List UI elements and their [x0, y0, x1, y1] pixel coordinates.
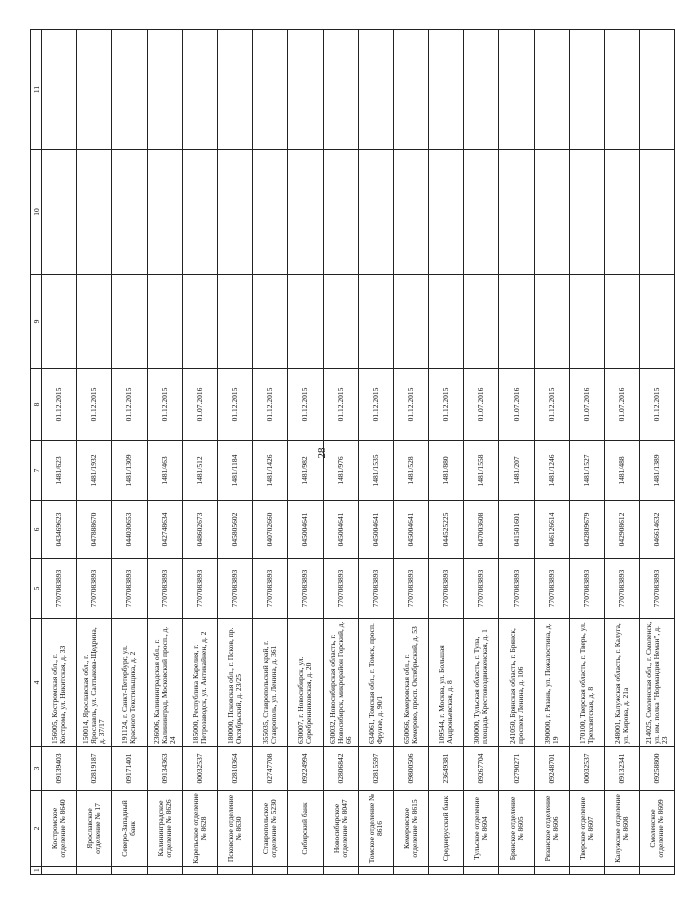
address-cell: 191124, г. Санкт-Петербург, ул. Красного Текстильщика, д. 2: [112, 619, 147, 747]
table-row: [499, 30, 534, 875]
branch-name-cell: Томское отделение № 8616: [358, 791, 393, 867]
bik-cell: 042908612: [605, 501, 640, 559]
table-row: [182, 30, 217, 875]
address-cell: 241050, Брянская область, г. Брянск, проспект Ленина, д. 106: [499, 619, 534, 747]
empty-cell: [288, 275, 323, 369]
empty-cell: [640, 30, 675, 150]
date-cell: 01.12.2015: [393, 369, 428, 441]
table-row: [534, 30, 569, 875]
address-cell: 300000, Тульская область, г. Тула, площадь Крестовоздвиженская, д. 1: [464, 619, 499, 747]
code-cell: 09132341: [605, 747, 640, 791]
empty-cell: [253, 150, 288, 275]
branch-name-cell: Кемеровское отделение № 8615: [393, 791, 428, 867]
branch-name-cell: Брянское отделение № 8605: [499, 791, 534, 867]
reg-number-cell: 1481/1535: [358, 441, 393, 501]
blank-cell: [253, 867, 288, 875]
empty-cell: [288, 30, 323, 150]
branch-name-cell: Псковское отделение № 8630: [217, 791, 252, 867]
blank-cell: [429, 867, 464, 875]
table-row: [605, 30, 640, 875]
address-cell: 170100, Тверская область, г. Тверь, ул. Трехсвятская, д. 8: [569, 619, 604, 747]
branch-name-cell: Калининградское отделение № 8626: [147, 791, 182, 867]
blank-cell: [112, 867, 147, 875]
date-cell: 01.12.2015: [217, 369, 252, 441]
address-cell: 156005, Костромская обл., г. Кострома, ул. Никитская, д. 33: [42, 619, 77, 747]
bik-cell: 048602673: [182, 501, 217, 559]
bik-cell: 045004641: [323, 501, 358, 559]
empty-cell: [605, 30, 640, 150]
empty-cell: [112, 275, 147, 369]
inn-cell: 7707083893: [288, 559, 323, 619]
table-row: [393, 30, 428, 875]
code-cell: 09267704: [464, 747, 499, 791]
address-cell: 236006, Калининградская обл., г. Калининград, Московский просп., д. 24: [147, 619, 182, 747]
table-row: [288, 30, 323, 875]
page-number: 28: [316, 447, 328, 459]
registry-table: [30, 29, 675, 875]
blank-cell: [323, 867, 358, 875]
inn-cell: 7707083893: [464, 559, 499, 619]
empty-cell: [499, 150, 534, 275]
empty-cell: [358, 275, 393, 369]
table-row: [323, 30, 358, 875]
blank-cell: [182, 867, 217, 875]
table-row: [429, 30, 464, 875]
branch-name-cell: Костромское отделение № 8640: [42, 791, 77, 867]
empty-cell: [182, 150, 217, 275]
code-cell: 02810364: [217, 747, 252, 791]
address-cell: 185000, Республика Карелия, г. Петрозаводск, ул. Антикайнен, д. 2: [182, 619, 217, 747]
address-cell: 355035, Ставропольский край, г. Ставрополь, ул. Ленина, д. 361: [253, 619, 288, 747]
inn-cell: 7707083893: [217, 559, 252, 619]
address-cell: 630032, Новосибирская область, г. Новосибирск, микрорайон Горский, д. 66: [323, 619, 358, 747]
date-cell: 01.12.2015: [253, 369, 288, 441]
reg-number-cell: 1481/528: [393, 441, 428, 501]
blank-cell: [499, 867, 534, 875]
column-number: 6: [31, 501, 42, 559]
column-number: 11: [31, 30, 42, 150]
reg-number-cell: 1481/488: [605, 441, 640, 501]
code-cell: 23649381: [429, 747, 464, 791]
table-row: [640, 30, 675, 875]
reg-number-cell: 1481/207: [499, 441, 534, 501]
empty-cell: [640, 150, 675, 275]
code-cell: 02815597: [358, 747, 393, 791]
date-cell: 01.12.2015: [323, 369, 358, 441]
rotated-table-wrapper: [30, 30, 670, 875]
blank-cell: [217, 867, 252, 875]
table-row: [464, 30, 499, 875]
bik-cell: 047888670: [77, 501, 112, 559]
blank-cell: [640, 867, 675, 875]
table-row: [217, 30, 252, 875]
bik-cell: 042748634: [147, 501, 182, 559]
bik-cell: 046126614: [534, 501, 569, 559]
empty-cell: [217, 30, 252, 150]
code-cell: 09800506: [393, 747, 428, 791]
inn-cell: 7707083893: [393, 559, 428, 619]
empty-cell: [393, 275, 428, 369]
address-cell: 390000, г. Рязань, ул. Пожалостина, д. 19: [534, 619, 569, 747]
date-cell: 01.12.2015: [77, 369, 112, 441]
empty-cell: [393, 150, 428, 275]
date-cell: 01.12.2015: [640, 369, 675, 441]
branch-name-cell: Сибирский банк: [288, 791, 323, 867]
code-cell: 02747708: [253, 747, 288, 791]
inn-cell: 7707083893: [358, 559, 393, 619]
address-cell: 214025, Смоленская обл., г. Смоленск, ул. им. полка "Нормандия Неман", д. 23: [640, 619, 675, 747]
inn-cell: 7707083893: [182, 559, 217, 619]
column-number: 1: [31, 867, 42, 875]
bik-cell: 047003608: [464, 501, 499, 559]
date-cell: 01.07.2016: [499, 369, 534, 441]
empty-cell: [182, 275, 217, 369]
date-cell: 01.12.2015: [534, 369, 569, 441]
code-cell: 00032537: [569, 747, 604, 791]
blank-cell: [569, 867, 604, 875]
bik-cell: 045004641: [288, 501, 323, 559]
reg-number-cell: 1481/512: [182, 441, 217, 501]
branch-name-cell: Ярославское отделение № 17: [77, 791, 112, 867]
reg-number-cell: 1481/1426: [253, 441, 288, 501]
code-cell: 02819187: [77, 747, 112, 791]
address-cell: 109544, г. Москва, ул. Большая Андроньевская, д. 8: [429, 619, 464, 747]
reg-number-cell: 1481/623: [42, 441, 77, 501]
table-row: [569, 30, 604, 875]
inn-cell: 7707083893: [112, 559, 147, 619]
empty-cell: [499, 275, 534, 369]
bik-cell: 045004641: [358, 501, 393, 559]
blank-cell: [393, 867, 428, 875]
bik-cell: 046614632: [640, 501, 675, 559]
empty-cell: [77, 150, 112, 275]
table-row: [77, 30, 112, 875]
reg-number-cell: 1481/1558: [464, 441, 499, 501]
address-cell: 180000, Псковская обл., г. Псков, пр. Октябрьский, д. 23/25: [217, 619, 252, 747]
empty-cell: [217, 275, 252, 369]
inn-cell: 7707083893: [640, 559, 675, 619]
date-cell: 01.12.2015: [429, 369, 464, 441]
branch-name-cell: Рязанское отделение № 8606: [534, 791, 569, 867]
empty-cell: [534, 150, 569, 275]
reg-number-cell: 1481/982: [288, 441, 323, 501]
empty-cell: [77, 30, 112, 150]
branch-name-cell: Северо-Западный банк: [112, 791, 147, 867]
code-cell: 09224994: [288, 747, 323, 791]
blank-cell: [288, 867, 323, 875]
code-cell: 09134363: [147, 747, 182, 791]
code-cell: 09139403: [42, 747, 77, 791]
empty-cell: [393, 30, 428, 150]
table-row: [358, 30, 393, 875]
empty-cell: [499, 30, 534, 150]
empty-cell: [42, 30, 77, 150]
empty-cell: [569, 275, 604, 369]
empty-cell: [323, 275, 358, 369]
code-cell: 02790271: [499, 747, 534, 791]
empty-cell: [147, 275, 182, 369]
column-number: 10: [31, 150, 42, 275]
address-cell: 248001, Калужская область, г. Калуга, ул. Кирова, д. 21а: [605, 619, 640, 747]
empty-cell: [429, 275, 464, 369]
code-cell: 09248701: [534, 747, 569, 791]
empty-cell: [605, 150, 640, 275]
code-cell: 09171401: [112, 747, 147, 791]
address-cell: 650066, Кемеровская обл., г. Кемерово, просп. Октябрьский, д. 53: [393, 619, 428, 747]
table-row: [42, 30, 77, 875]
branch-name-cell: Ставропольское отделение № 5230: [253, 791, 288, 867]
bik-cell: 045004641: [393, 501, 428, 559]
date-cell: 01.07.2016: [569, 369, 604, 441]
empty-cell: [217, 150, 252, 275]
empty-cell: [605, 275, 640, 369]
inn-cell: 7707083893: [42, 559, 77, 619]
bik-cell: 044525225: [429, 501, 464, 559]
empty-cell: [323, 30, 358, 150]
inn-cell: 7707083893: [147, 559, 182, 619]
date-cell: 01.12.2015: [288, 369, 323, 441]
column-number: 8: [31, 369, 42, 441]
date-cell: 01.12.2015: [358, 369, 393, 441]
blank-cell: [147, 867, 182, 875]
column-number: 7: [31, 441, 42, 501]
reg-number-cell: 1481/1932: [77, 441, 112, 501]
branch-name-cell: Карельское отделение № 8628: [182, 791, 217, 867]
inn-cell: 7707083893: [499, 559, 534, 619]
date-cell: 01.12.2015: [112, 369, 147, 441]
empty-cell: [42, 275, 77, 369]
bik-cell: 042809679: [569, 501, 604, 559]
empty-cell: [358, 30, 393, 150]
empty-cell: [464, 150, 499, 275]
bik-cell: 041501601: [499, 501, 534, 559]
address-cell: 630007, г. Новосибирск, ул. Серебренниковская, д. 20: [288, 619, 323, 747]
empty-cell: [569, 150, 604, 275]
inn-cell: 7707083893: [569, 559, 604, 619]
blank-cell: [42, 867, 77, 875]
empty-cell: [112, 30, 147, 150]
date-cell: 01.07.2016: [182, 369, 217, 441]
empty-cell: [534, 30, 569, 150]
branch-name-cell: Тверское отделение № 8607: [569, 791, 604, 867]
code-cell: 09258800: [640, 747, 675, 791]
bik-cell: 045805602: [217, 501, 252, 559]
empty-cell: [640, 275, 675, 369]
inn-cell: 7707083893: [429, 559, 464, 619]
code-cell: 02806842: [323, 747, 358, 791]
empty-cell: [253, 30, 288, 150]
address-cell: 634061, Томская обл., г. Томск, просп. Фрунзе, д. 90/1: [358, 619, 393, 747]
empty-cell: [77, 275, 112, 369]
inn-cell: 7707083893: [605, 559, 640, 619]
empty-cell: [464, 275, 499, 369]
column-number: 9: [31, 275, 42, 369]
branch-name-cell: Тульское отделение № 8604: [464, 791, 499, 867]
branch-name-cell: Среднерусский банк: [429, 791, 464, 867]
column-number-row: [31, 30, 42, 875]
empty-cell: [42, 150, 77, 275]
branch-name-cell: Калужское отделение № 8608: [605, 791, 640, 867]
date-cell: 01.07.2016: [605, 369, 640, 441]
date-cell: 01.12.2015: [42, 369, 77, 441]
empty-cell: [147, 150, 182, 275]
branch-name-cell: Новосибирское отделение № 8047: [323, 791, 358, 867]
empty-cell: [429, 150, 464, 275]
inn-cell: 7707083893: [534, 559, 569, 619]
reg-number-cell: 1481/976: [323, 441, 358, 501]
empty-cell: [112, 150, 147, 275]
inn-cell: 7707083893: [253, 559, 288, 619]
date-cell: 01.07.2016: [464, 369, 499, 441]
column-number: 5: [31, 559, 42, 619]
column-number: 4: [31, 619, 42, 747]
bik-cell: 043469623: [42, 501, 77, 559]
inn-cell: 7707083893: [323, 559, 358, 619]
blank-cell: [605, 867, 640, 875]
empty-cell: [182, 30, 217, 150]
reg-number-cell: 1481/880: [429, 441, 464, 501]
code-cell: 00032537: [182, 747, 217, 791]
branch-name-cell: Смоленское отделение № 8609: [640, 791, 675, 867]
blank-cell: [534, 867, 569, 875]
column-number: 2: [31, 791, 42, 867]
date-cell: 01.12.2015: [147, 369, 182, 441]
reg-number-cell: 1481/1246: [534, 441, 569, 501]
reg-number-cell: 1481/1184: [217, 441, 252, 501]
table-row: [112, 30, 147, 875]
empty-cell: [464, 30, 499, 150]
table-row: [147, 30, 182, 875]
reg-number-cell: 1481/1527: [569, 441, 604, 501]
blank-cell: [358, 867, 393, 875]
address-cell: 150014, Ярославская обл., г. Ярославль, ул. Салтыкова-Щедрина, д. 37/17: [77, 619, 112, 747]
empty-cell: [534, 275, 569, 369]
column-number: 3: [31, 747, 42, 791]
blank-cell: [77, 867, 112, 875]
table-row: [253, 30, 288, 875]
empty-cell: [147, 30, 182, 150]
inn-cell: 7707083893: [77, 559, 112, 619]
empty-cell: [323, 150, 358, 275]
reg-number-cell: 1481/1309: [112, 441, 147, 501]
empty-cell: [569, 30, 604, 150]
empty-cell: [358, 150, 393, 275]
reg-number-cell: 1481/1389: [640, 441, 675, 501]
empty-cell: [253, 275, 288, 369]
bik-cell: 044030653: [112, 501, 147, 559]
bik-cell: 040702660: [253, 501, 288, 559]
empty-cell: [429, 30, 464, 150]
empty-cell: [288, 150, 323, 275]
blank-cell: [464, 867, 499, 875]
reg-number-cell: 1481/463: [147, 441, 182, 501]
